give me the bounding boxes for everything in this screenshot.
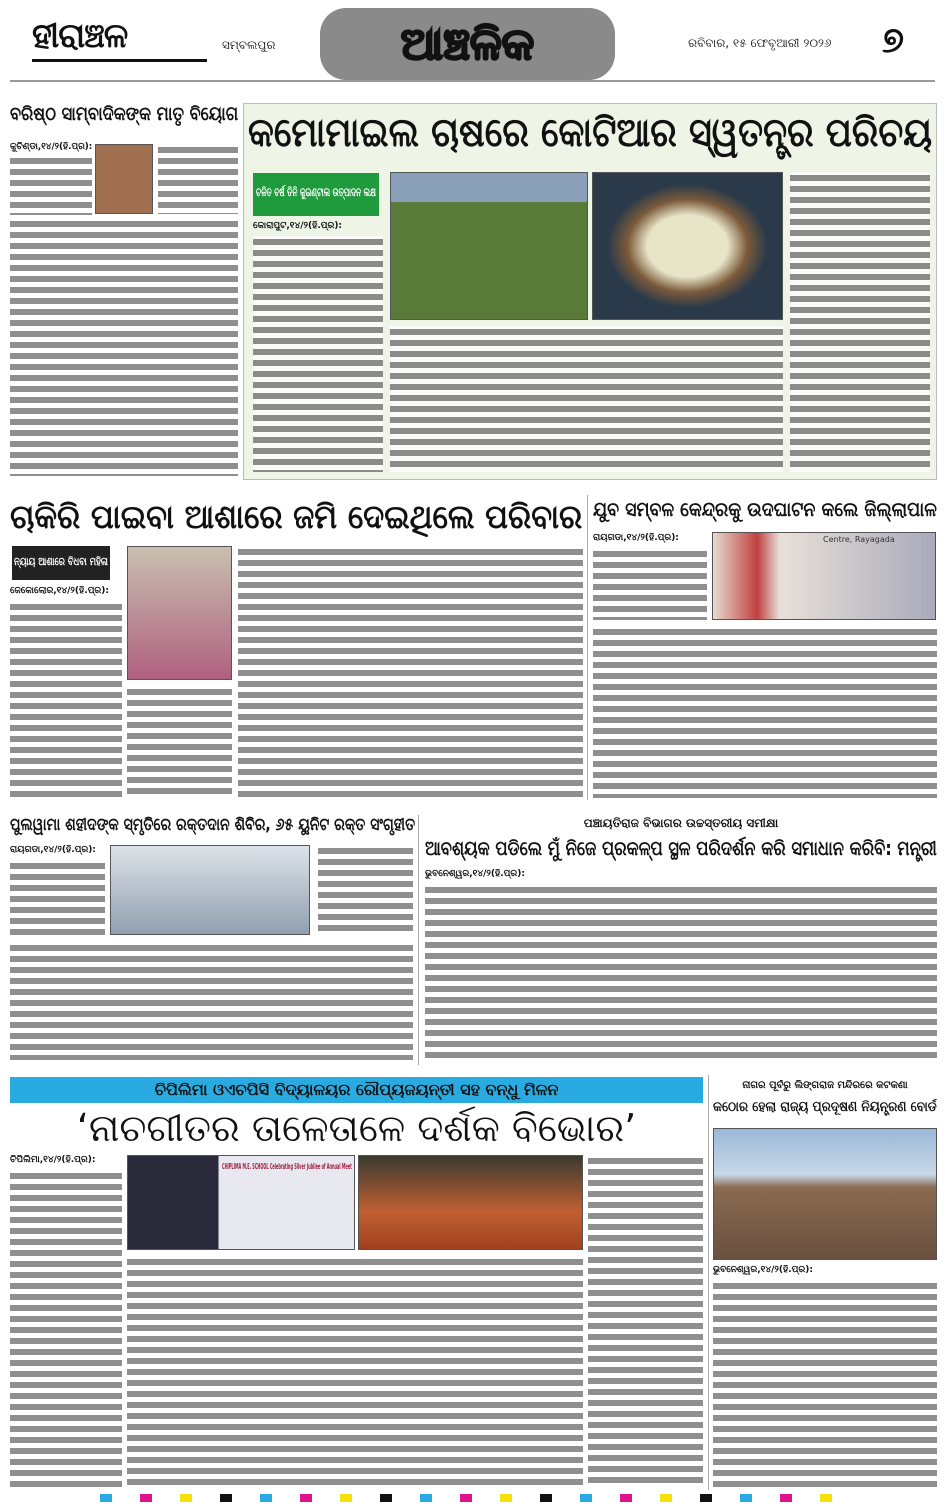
youth-dateline [593,533,707,545]
school-dateline-text: ଚିପିଲିମା,୧୪/୨(ହି.ପ୍ର): [10,1155,96,1165]
school-banner-text: ଚିପିଲିମା ଓଏଚପିସି ବିଦ୍ୟାଳୟର ରୌପ୍ୟଜୟନ୍ତୀ ସହ ବନ୍ଧୁ ମିଳନ [154,1080,559,1099]
blood-headline [10,815,415,839]
land-callout-text: ନ୍ୟାୟ ଆଶାରେ ବିଧବା ମହିଳା [14,555,108,568]
chamomile-headline-text: କମୋମାଇଲ ଚାଷରେ କୋଟିଆର ସ୍ୱତନ୍ତ୍ର ପରିଚୟ [248,110,932,156]
article-body [713,1280,937,1488]
pollution-kicker-text: ନାଗର ପୂର୍ବରୁ ଲିଙ୍ଗରାଜ ମନ୍ଦିରରେ କଟକଣା [742,1080,908,1091]
article-body [390,326,783,472]
obit-headline [10,103,238,129]
article-body [593,626,937,798]
blood-dateline [10,845,105,857]
page-number-text: ୭ [882,20,905,61]
pollution-kicker [713,1080,937,1095]
article-body [253,236,383,472]
article-body [790,172,930,472]
blood-dateline-text: ରାୟଗଡା,୧୪/୨(ହି.ପ୍ର): [10,845,96,855]
school-photo-sign [222,1162,352,1174]
land-callout [12,546,110,580]
school-dance-photo [358,1155,583,1250]
pollution-dateline [713,1265,937,1277]
chamomile-headline [248,110,932,166]
school-dateline [10,1155,122,1167]
issue-date [688,36,873,51]
chamomile-dateline [253,221,383,233]
header-divider [10,80,935,82]
temple-photo [713,1128,937,1260]
school-photo-sign-text: CHIPLIMA M.E. SCHOOL Celebrating Silver Jubilee of Annual Meet [222,1162,352,1171]
date-text: ରବିବାର, ୧୫ ଫେବୃଆରୀ ୨୦୨୬ [688,36,832,50]
minister-kicker-text: ପଞ୍ଚାୟତିରାଜ ବିଭାଗର ଉଚ୍ଚସ୍ତରୀୟ ସମୀକ୍ଷା [583,816,779,830]
chamomile-basket-photo [592,172,783,320]
obit-headline-text: ବରିଷ୍ଠ ସାମ୍ବାଦିକଙ୍କ ମାତୃ ବିୟୋଗ [10,103,238,125]
article-body [593,548,707,620]
blood-headline-text: ପୁଲୱାମା ଶହୀଦଙ୍କ ସ୍ମୃତିରେ ରକ୍ତଦାନ ଶିବିର, ୬୫ ୟୁନିଟ ରକ୍ତ ସଂଗୃହୀତ [10,815,415,835]
column-divider [418,815,419,1065]
article-body [425,884,937,1060]
pollution-headline [713,1099,937,1121]
blood-photo [110,845,310,935]
article-body [127,1256,583,1488]
land-headline [10,497,582,541]
article-body [10,601,122,798]
article-body [588,1155,703,1488]
widow-photo [127,546,232,680]
edition-text: ସମ୍ବଲପୁର [222,38,276,52]
pollution-headline-text: କଠୋର ହେଲା ରାଜ୍ୟ ପ୍ରଦୂଷଣ ନିୟନ୍ତ୍ରଣ ବୋର୍ଡ [713,1099,937,1115]
minister-kicker [425,816,937,833]
article-body [10,218,238,476]
youth-dateline-text: ରାୟଗଡା,୧୪/୨(ହି.ପ୍ର): [593,533,679,543]
youth-headline [593,497,937,527]
minister-headline-text: ଆବଶ୍ୟକ ପଡିଲେ ମୁଁ ନିଜେ ପ୍ରକଳ୍ପ ସ୍ଥଳ ପରିଦର୍ଶନ କରି ସମାଧାନ କରିବି: ମନ୍ତ୍ରୀ [425,836,937,860]
article-body [318,845,413,935]
school-banner [10,1077,703,1103]
youth-photo [712,532,936,620]
article-body [158,144,238,214]
article-body [10,860,105,938]
chamomile-callout-text: ଚଳିତ ବର୍ଷ ତିନି କୁଇଣ୍ଟାଲ ଉତ୍ପାଦନ ଲକ୍ଷ [256,185,376,199]
youth-headline-text: ଯୁବ ସମ୍ବଳ କେନ୍ଦ୍ରକୁ ଉଦଘାଟନ କଲେ ଜିଲ୍ଲାପାଳ [593,497,937,521]
minister-dateline-text: ଭୁବନେଶ୍ୱର,୧୪/୨(ହି.ପ୍ର): [425,869,525,879]
land-dateline-text: ଜେକୋଲୋର,୧୪/୨(ହି.ପ୍ର): [10,586,109,596]
chamomile-field-photo [390,172,588,320]
article-body [10,942,413,1060]
school-headline-text: ‘ନାଚଗୀତର ତାଳେତାଳେ ଦର୍ଶକ ବିଭୋର’ [76,1106,637,1150]
land-dateline [10,586,122,598]
chamomile-callout [253,173,379,216]
article-body [10,155,92,215]
obit-dateline-text: କୁଚିଣ୍ଡା,୧୪/୨(ହି.ପ୍ର): [10,142,92,152]
article-body [10,1170,122,1488]
page-number [882,20,932,62]
obit-photo [95,144,153,214]
section-title [320,8,615,80]
color-registration-marks [100,1494,845,1502]
article-body [238,546,583,798]
minister-headline [425,836,937,864]
column-divider [587,495,588,800]
edition-name [222,38,312,53]
minister-dateline [425,869,625,881]
article-body [127,686,232,798]
logo-text: ହୀରାଞ୍ଚଳ [32,16,128,56]
school-stage-photo [127,1155,355,1250]
youth-photo-sign [823,535,933,547]
school-headline [10,1106,703,1152]
section-text: ଆଞ୍ଚଳିକ [400,18,535,70]
newspaper-logo [32,14,207,62]
land-headline-text: ଚାକିରି ପାଇବା ଆଶାରେ ଜମି ଦେଇଥିଲେ ପରିବାର [10,497,582,536]
column-divider [708,1075,709,1490]
youth-photo-sign-text: Centre, Rayagada [823,535,895,544]
pollution-dateline-text: ଭୁବନେଶ୍ୱର,୧୪/୨(ହି.ପ୍ର): [713,1265,813,1275]
chamomile-dateline-text: କୋରାପୁଟ,୧୪/୨(ହି.ପ୍ର): [253,221,343,231]
obit-dateline [10,142,92,154]
